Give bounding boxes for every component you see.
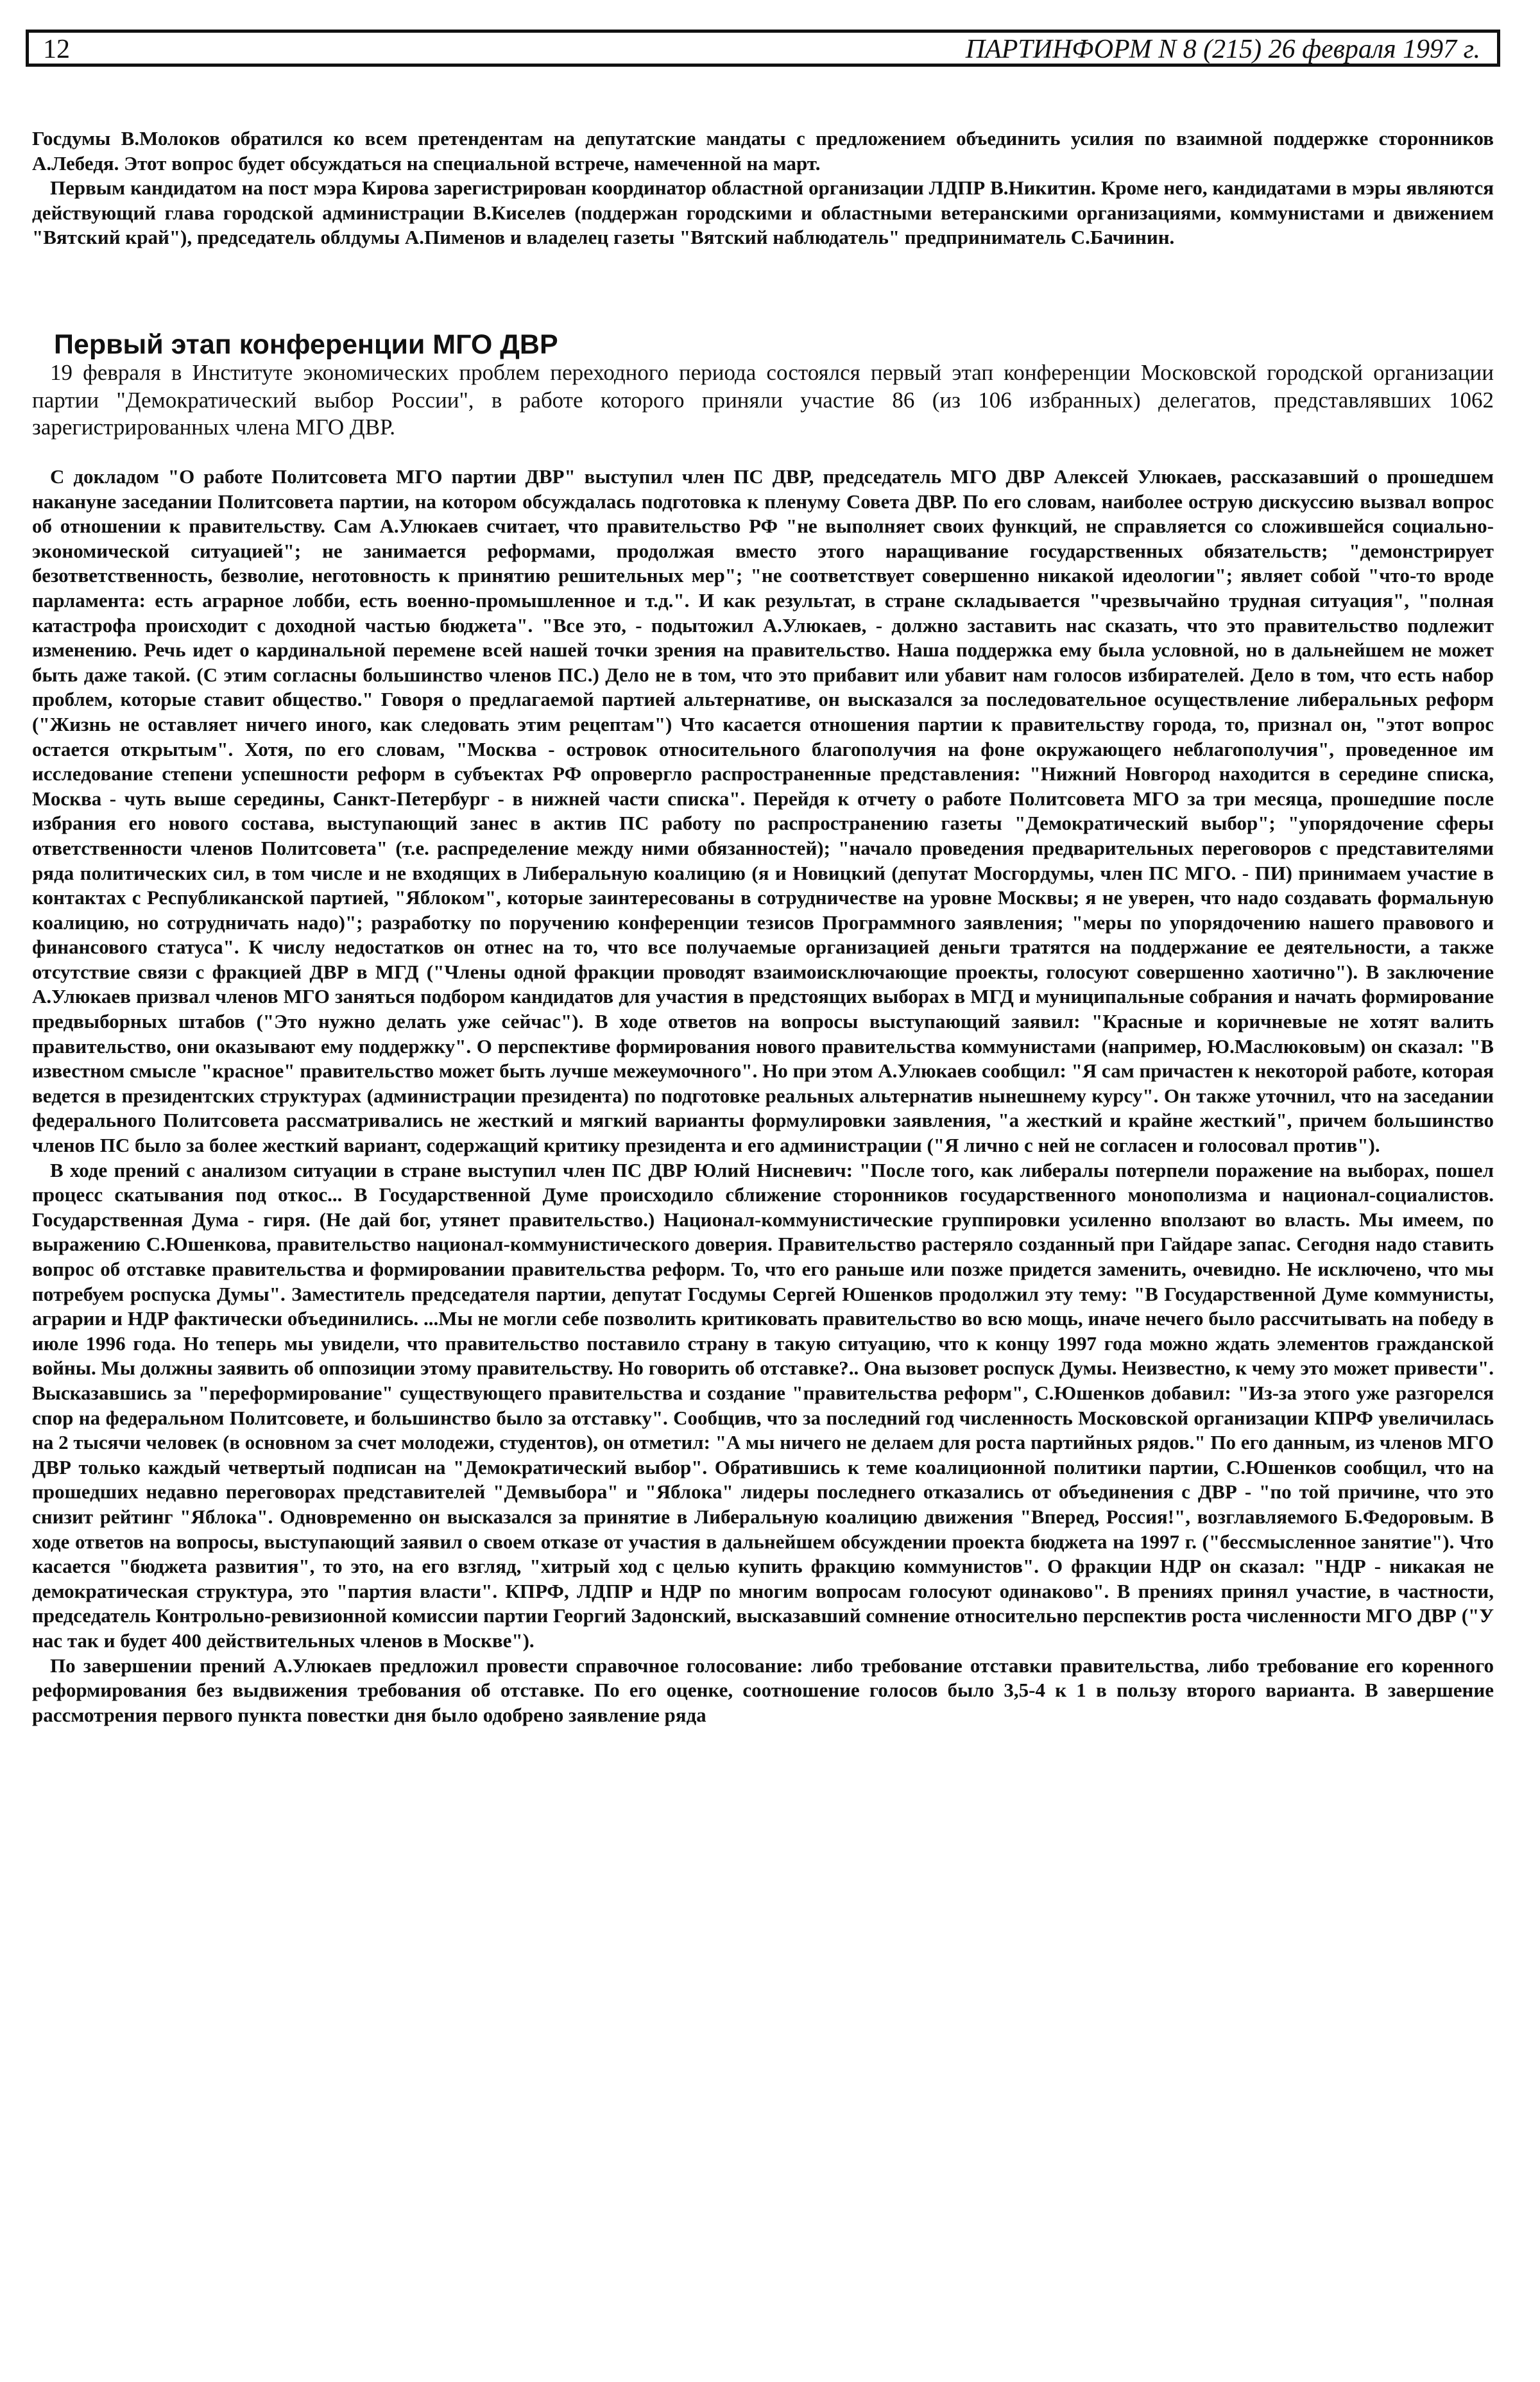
page-number: 12 xyxy=(43,35,70,64)
intro-paragraph: Первым кандидатом на пост мэра Кирова зарегистрирован координатор областной организации ЛДПР В.Никитин. Кроме него, кандидатами в мэры являются действующий глава городской администрации В.Киселев (поддержан городскими и областными ветеранскими организациями, коммунистами и движением "Вятский край"), председатель облдумы А.Пименов и владелец газеты "Вятский наблюдатель" предприниматель С.Бачинин. xyxy=(32,176,1494,249)
intro-text xyxy=(32,126,1494,250)
body-paragraph: С докладом "О работе Политсовета МГО партии ДВР" выступил член ПС ДВР, председатель МГО ДВР Алексей Улюкаев, рассказавший о прошедшем накануне заседании Политсовета партии, на котором обсуждалась подготовка к пленуму Совета ДВР. По его словам, наиболее острую дискуссию вызвал вопрос об отношении к правительству. Сам А.Улюкаев считает, что правительство РФ "не выполняет своих функций, не справляется со сложившейся социально-экономической ситуацией"; не занимается реформами, продолжая вместо этого наращивание государственных обязательств; "демонстрирует безответственность, безволие, неготовность к принятию решительных мер"; "не соответствует совершенно никакой идеологии"; являет собой "что-то вроде парламента: есть аграрное лобби, есть военно-промышленное и т.д.". И как результат, в стране складывается "чрезвычайно трудная ситуация", "полная катастрофа происходит с доходной частью бюджета". "Все это, - подытожил А.Улюкаев, - должно заставить нас сказать, что это правительство подлежит изменению. Речь идет о кардинальной перемене всей нашей точки зрения на правительство. Наша поддержка ему была условной, но в дальнейшем не может быть даже такой. (С этим согласны большинство членов ПС.) Дело не в том, что это прибавит или убавит нам голосов избирателей. Дело в том, что есть набор проблем, которые ставит общество." Говоря о предлагаемой партией альтернативе, он высказался за последовательное осуществление либеральных реформ ("Жизнь не оставляет ничего иного, как следовать этим рецептам") Что касается отношения партии к правительству города, то, признал он, "этот вопрос остается открытым". Хотя, по его словам, "Москва - островок относительного благополучия на фоне окружающего неблагополучия", проведенное им исследование степени успешности реформ в субъектах РФ опровергло распространенные представления: "Нижний Новгород находится в середине списка, Москва - чуть выше середины, Санкт-Петербург - в нижней части списка". Перейдя к отчету о работе Политсовета МГО за три месяца, прошедшие после избрания его нового состава, выступающий занес в актив ПС работу по распространению газеты "Демократический выбор"; "упорядочение сферы ответственности членов Политсовета" (т.е. распределение между ними обязанностей); "начало проведения предварительных переговоров с представителями ряда политических сил, в том числе и не входящих в Либеральную коалицию (я и Новицкий (депутат Мосгордумы, член ПС МГО. - ПИ) принимаем участие в контактах с Республиканской партией, "Яблоком", которые заинтересованы в сотрудничестве на уровне Москвы; я не уверен, что надо создавать формальную коалицию, но сотрудничать надо)"; разработку по поручению конференции тезисов Программного заявления; "меры по упорядочению нашего правового и финансового статуса". К числу недостатков он отнес на то, что все получаемые организацией деньги тратятся на поддержание ее деятельности, а также отсутствие связи с фракцией ДВР в МГД ("Члены одной фракции проводят взаимоисключающие проекты, голосуют совершенно хаотично"). В заключение А.Улюкаев призвал членов МГО заняться подбором кандидатов для участия в предстоящих выборах в МГД и муниципальные собрания и начать формирование предвыборных штабов ("Это нужно делать уже сейчас"). В ходе ответов на вопросы выступающий заявил: "Красные и коричневые не хотят валить правительство, они оказывают ему поддержку". О перспективе формирования нового правительства коммунистами (например, Ю.Маслюковым) он сказал: "В известном смысле "красное" правительство может быть лучше межеумочного". Но при этом А.Улюкаев сообщил: "Я сам причастен к некоторой работе, которая ведется в президентских структурах (администрации президента) по подготовке реальных альтернатив нынешнему курсу". Он также уточнил, что на заседании федерального Политсовета рассматривались не жесткий и мягкий варианты формулировки заявления, "а жесткий и крайне жесткий", причем большинство членов ПС было за более жесткий вариант, содержащий критику президента и его администрации ("Я лично с ней не согласен и голосовал против"). xyxy=(32,465,1494,1157)
article-lead: 19 февраля в Институте экономических проблем переходного периода состоялся первый этап конференции Московской городской организации партии "Демократический выбор России", в работе которого приняли участие 86 (из 106 избранных) делегатов, представлявших 1062 зарегистрированных члена МГО ДВР. xyxy=(32,360,1494,440)
page-header xyxy=(26,30,1500,67)
body-paragraph: По завершении прений А.Улюкаев предложил провести справочное голосование: либо требование отставки правительства, либо требование его коренного реформирования без выдвижения требования об отставке. По его оценке, соотношение голосов было 3,5-4 к 1 в пользу второго варианта. В завершение рассмотрения первого пункта повестки дня было одобрено заявление ряда xyxy=(32,1654,1494,1726)
intro-paragraph: Госдумы В.Молоков обратился ко всем претендентам на депутатские мандаты с предложением объединить усилия по взаимной поддержке сторонников А.Лебедя. Этот вопрос будет обсуждаться на специальной встрече, намеченной на март. xyxy=(32,127,1494,175)
article-title: Первый этап конференции МГО ДВР xyxy=(54,329,558,360)
article-body xyxy=(32,465,1494,1727)
body-paragraph: В ходе прений с анализом ситуации в стране выступил член ПС ДВР Юлий Нисневич: "После того, как либералы потерпели поражение на выборах, пошел процесс скатывания под откос... В Государственной Думе происходило сближение сторонников государственного монополизма и национал-социалистов. Государственная Дума - гиря. (Не дай бог, утянет правительство.) Национал-коммунистические группировки усиленно вползают во власть. Мы имеем, по выражению С.Юшенкова, правительство национал-коммунистического доверия. Правительство растеряло созданный при Гайдаре запас. Сегодня надо ставить вопрос об отставке правительства и формировании правительства реформ. То, что его раньше или позже придется заменить, очевидно. Не исключено, что мы потребуем роспуска Думы". Заместитель председателя партии, депутат Госдумы Сергей Юшенков продолжил эту тему: "В Государственной Думе коммунисты, аграрии и НДР фактически объединились. ...Мы не могли себе позволить критиковать правительство во всю мощь, иначе нечего было рассчитывать на победу в июле 1996 года. Но теперь мы увидели, что правительство поставило страну в такую ситуацию, что к концу 1997 года можно ждать элементов гражданской войны. Мы должны заявить об оппозиции этому правительству. Но говорить об отставке?.. Она вызовет роспуск Думы. Неизвестно, к чему это может привести". Высказавшись за "переформирование" существующего правительства и создание "правительства реформ", С.Юшенков добавил: "Из-за этого уже разгорелся спор на федеральном Политсовете, и большинство было за отставку". Сообщив, что за последний год численность Московской организации КПРФ увеличилась на 2 тысячи человек (в основном за счет молодежи, студентов), он отметил: "А мы ничего не делаем для роста партийных рядов." По его данным, из членов МГО ДВР только каждый четвертый подписан на "Демократический выбор". Обратившись к теме коалиционной политики партии, С.Юшенков сообщил, что на прошедших недавно переговорах представителей "Демвыбора" и "Яблока" лидеры последнего отказались от объединения с ДВР - "по той причине, что это снизит рейтинг "Яблока". Одновременно он высказался за принятие в Либеральную коалицию движения "Вперед, Россия!", возглавляемого Б.Федоровым. В ходе ответов на вопросы, выступающий заявил о своем отказе от участия в дальнейшем обсуждении проекта бюджета на 1997 г. ("бессмысленное занятие"). Что касается "бюджета развития", то это, на его взгляд, "хитрый ход с целью купить фракцию коммунистов". О фракции НДР он сказал: "НДР - никакая не демократическая структура, это "партия власти". КПРФ, ЛДПР и НДР по многим вопросам голосуют одинаково". В прениях принял участие, в частности, председатель Контрольно-ревизионной комиссии партии Георгий Задонский, высказавший сомнение относительно перспектив роста численности МГО ДВР ("У нас так и будет 400 действительных членов в Москве"). xyxy=(32,1158,1494,1652)
issue-title: ПАРТИНФОРМ N 8 (215) 26 февраля 1997 г. xyxy=(965,35,1480,64)
